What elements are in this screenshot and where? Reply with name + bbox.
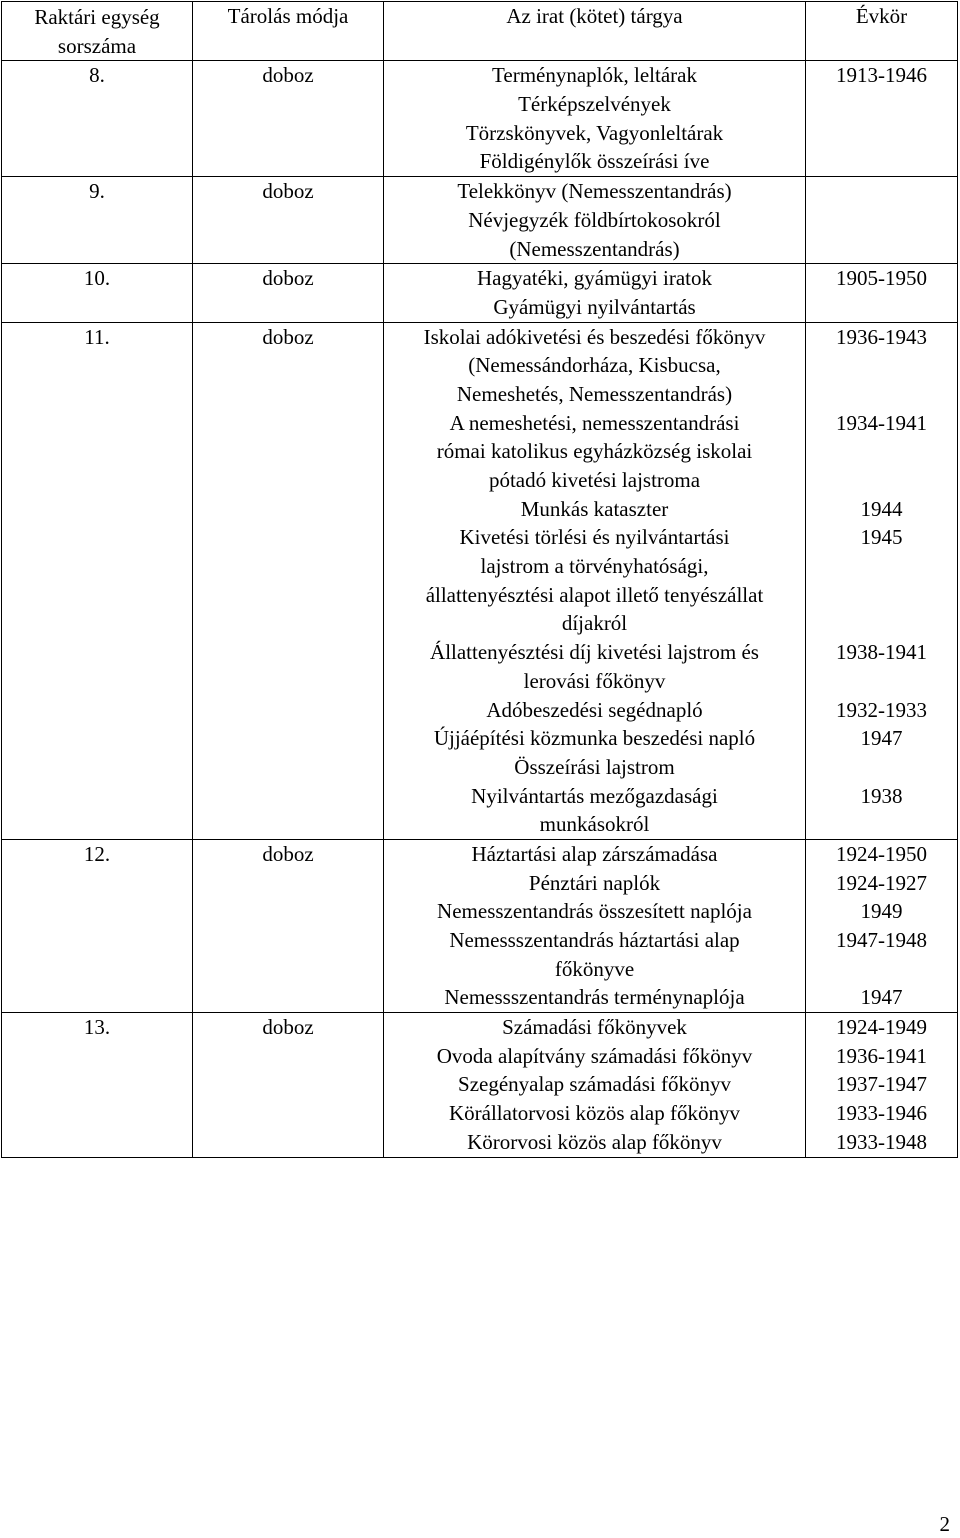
- subject-line: Körállatorvosi közös alap főkönyv: [448, 1101, 741, 1126]
- archive-inventory-table: [1, 1, 958, 1158]
- subject-line: állattenyésztési alapot illető tenyészállat: [425, 582, 764, 607]
- table-header-row: [2, 2, 958, 61]
- subject-line: Hagyatéki, gyámügyi iratok: [476, 266, 713, 291]
- year-line: [806, 206, 957, 235]
- storage-method-cell: [193, 322, 384, 839]
- document-subject-cell: [384, 61, 806, 177]
- subject-line: Nemessszentandrás terménynaplója: [444, 985, 745, 1010]
- subject-line: Nemesszentandrás összesített naplója: [437, 899, 752, 924]
- year-line: [806, 90, 957, 119]
- year-range-cell: [806, 264, 958, 322]
- year-line: [806, 437, 957, 466]
- subject-line: Körorvosi közös alap főkönyv: [467, 1129, 722, 1154]
- year-line: 1949: [860, 899, 903, 924]
- subject-line: pótadó kivetési lajstroma: [488, 468, 701, 492]
- year-line: [806, 351, 957, 380]
- unit-number: 10.: [83, 266, 111, 291]
- unit-number-cell: [2, 177, 193, 264]
- subject-line: Adóbeszedési segédnapló: [486, 697, 703, 722]
- year-line: 1924-1949: [836, 1015, 927, 1040]
- document-subject-cell: [384, 322, 806, 839]
- subject-line: Névjegyzék földbírtokosokról: [468, 207, 721, 232]
- year-line: 1905-1950: [836, 266, 927, 291]
- year-line: [806, 810, 957, 839]
- subject-line: Nyilvántartás mezőgazdasági: [471, 783, 718, 808]
- table-row: [2, 264, 958, 322]
- unit-number: 11.: [84, 324, 110, 349]
- subject-line: Telekkönyv (Nemesszentandrás): [457, 179, 732, 204]
- subject-line: Törzskönyvek, Vagyonleltárak: [465, 120, 724, 145]
- header-year-range: Évkör: [806, 2, 958, 61]
- unit-number: 9.: [89, 179, 105, 204]
- unit-number-cell: [2, 61, 193, 177]
- subject-line: lerovási főkönyv: [523, 668, 666, 693]
- year-range-cell: [806, 322, 958, 839]
- subject-line: Nemessszentandrás háztartási alap: [449, 928, 740, 952]
- storage-method-cell: [193, 1013, 384, 1157]
- page-number: 2: [939, 1512, 950, 1536]
- year-line: 1933-1946: [836, 1101, 927, 1126]
- unit-number-cell: [2, 1013, 193, 1157]
- subject-line: Térképszelvények: [518, 92, 671, 117]
- subject-line: munkásokról: [539, 812, 650, 837]
- subject-line: A nemeshetési, nemesszentandrási: [449, 410, 740, 435]
- subject-line: Munkás kataszter: [520, 496, 669, 521]
- document-subject-cell: [384, 264, 806, 322]
- unit-number: 8.: [89, 63, 105, 88]
- year-line: [806, 293, 957, 322]
- table-body: [2, 61, 958, 1157]
- table-row: [2, 177, 958, 264]
- table-row: [2, 322, 958, 839]
- year-line: 1938-1941: [836, 640, 927, 665]
- document-subject-cell: [384, 839, 806, 1012]
- subject-line: (Nemesszentandrás): [509, 236, 680, 261]
- year-line: [806, 552, 957, 581]
- unit-number-cell: [2, 839, 193, 1012]
- subject-line: Terménynaplók, leltárak: [492, 63, 697, 88]
- subject-line: Ovoda alapítvány számadási főkönyv: [436, 1043, 753, 1068]
- subject-line: Háztartási alap zárszámadása: [471, 841, 718, 866]
- subject-line: Állattenyésztési díj kivetési lajstrom és: [430, 640, 759, 665]
- year-line: [806, 380, 957, 409]
- subject-line: Összeírási lajstrom: [514, 754, 675, 779]
- storage-method: doboz: [262, 324, 314, 349]
- storage-method: doboz: [262, 63, 314, 88]
- year-line: 1944: [860, 496, 903, 521]
- year-line: 1947-1948: [836, 928, 927, 952]
- year-line: 1937-1947: [836, 1072, 927, 1097]
- year-line: 1936-1943: [836, 324, 927, 349]
- storage-method-cell: [193, 264, 384, 322]
- year-line: 1938: [860, 783, 903, 808]
- subject-line: Nemeshetés, Nemesszentandrás): [456, 381, 733, 406]
- year-line: 1913-1946: [836, 63, 927, 88]
- subject-line: Földigénylők összeírási íve: [479, 149, 710, 174]
- year-line: [806, 147, 957, 176]
- year-line: 1932-1933: [836, 697, 927, 722]
- storage-method-cell: [193, 61, 384, 177]
- storage-method-cell: [193, 839, 384, 1012]
- subject-line: Gyámügyi nyilvántartás: [493, 294, 696, 319]
- year-line: 1924-1927: [836, 870, 927, 895]
- year-line: 1947: [860, 726, 903, 751]
- subject-line: Kivetési törlési és nyilvántartási: [459, 525, 730, 550]
- storage-method: doboz: [262, 179, 314, 204]
- header-document-subject: Az irat (kötet) tárgya: [384, 2, 806, 61]
- document-subject-cell: [384, 1013, 806, 1157]
- subject-line: díjakról: [561, 611, 628, 636]
- year-line: [806, 753, 957, 782]
- year-line: 1936-1941: [836, 1043, 927, 1068]
- year-line: [806, 667, 957, 696]
- storage-method-cell: [193, 177, 384, 264]
- subject-line: római katolikus egyházközség iskolai: [436, 439, 753, 464]
- header-unit-number: Raktári egység sorszáma: [2, 2, 193, 61]
- year-line: 1924-1950: [836, 841, 927, 866]
- year-range-cell: [806, 177, 958, 264]
- year-line: 1947: [860, 985, 903, 1010]
- year-line: [806, 119, 957, 148]
- document-subject-cell: [384, 177, 806, 264]
- year-line: 1934-1941: [836, 410, 927, 435]
- subject-line: Pénztári naplók: [528, 870, 661, 895]
- subject-line: (Nemessándorháza, Kisbucsa,: [468, 353, 721, 378]
- year-line: [806, 466, 957, 495]
- unit-number: 12.: [83, 841, 111, 866]
- subject-line: Szegényalap számadási főkönyv: [458, 1072, 731, 1097]
- year-range-cell: [806, 1013, 958, 1157]
- header-storage-method: Tárolás módja: [193, 2, 384, 61]
- table-row: [2, 839, 958, 1012]
- subject-line: főkönyve: [554, 956, 635, 981]
- subject-line: Iskolai adókivetési és beszedési főkönyv: [423, 324, 766, 349]
- year-line: [806, 235, 957, 264]
- year-line: [806, 581, 957, 610]
- unit-number: 13.: [83, 1015, 111, 1040]
- subject-line: lajstrom a törvényhatósági,: [480, 554, 709, 579]
- table-row: [2, 1013, 958, 1157]
- year-line: 1945: [860, 525, 903, 550]
- storage-method: doboz: [262, 841, 314, 866]
- year-line: [806, 955, 957, 984]
- year-line: [806, 609, 957, 638]
- year-range-cell: [806, 839, 958, 1012]
- unit-number-cell: [2, 322, 193, 839]
- year-line: [806, 177, 957, 206]
- storage-method: doboz: [262, 266, 314, 291]
- year-range-cell: [806, 61, 958, 177]
- year-line: 1933-1948: [836, 1129, 927, 1154]
- subject-line: Újjáépítési közmunka beszedési napló: [433, 726, 756, 751]
- table-row: [2, 61, 958, 177]
- unit-number-cell: [2, 264, 193, 322]
- subject-line: Számadási főkönyvek: [502, 1015, 687, 1040]
- storage-method: doboz: [262, 1015, 314, 1040]
